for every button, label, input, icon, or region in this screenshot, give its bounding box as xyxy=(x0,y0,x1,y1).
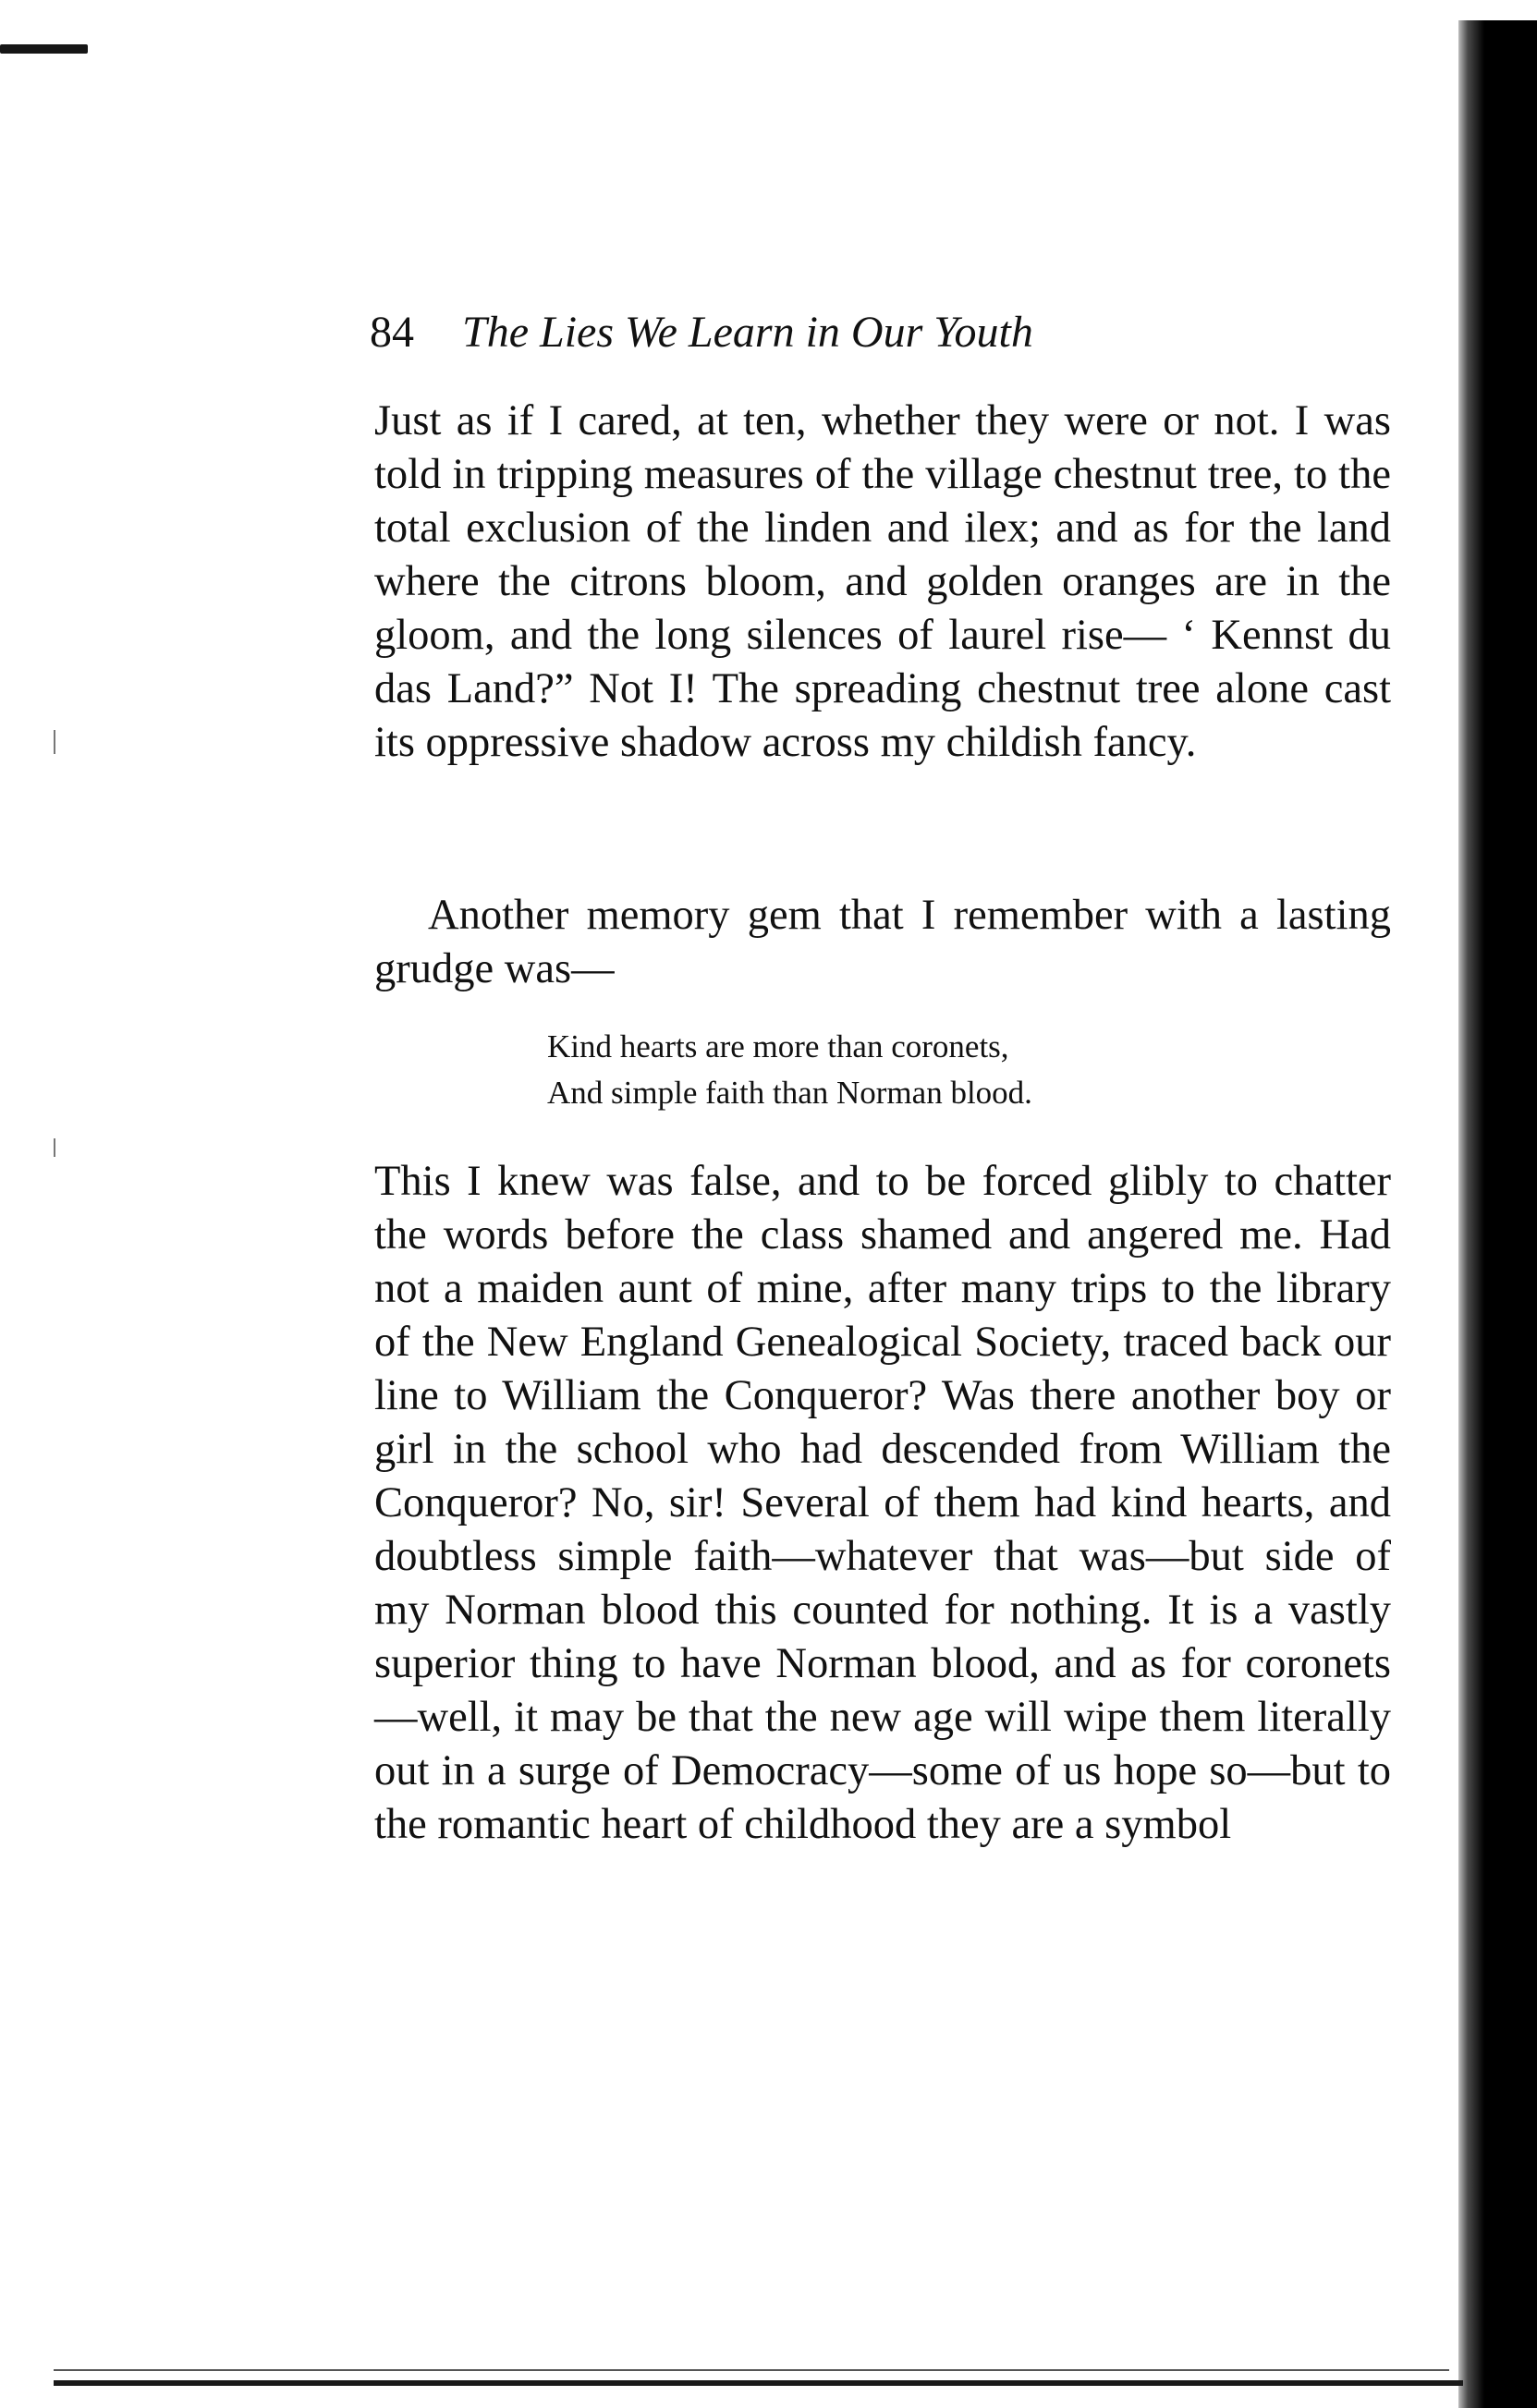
running-title: The Lies We Learn in Our Youth xyxy=(462,308,1033,357)
paragraph: Another memory gem that I remember with a lasting grudge was— xyxy=(374,892,1391,992)
verse-line: Kind hearts are more than coronets, xyxy=(547,1028,1009,1064)
paragraph: Just as if I cared, at ten, whether they were or not. I was told in tripping measures of the village chestnut tree, to the total exclusion of the linden and ilex; and as for the land where the citrons bloom, and golden oranges are in the gloom, and the long silences of laurel rise— ‘ Kennst du das Land?” Not I! The spreading chestnut tree alone cast its oppressive shadow across my childish fancy. xyxy=(374,397,1391,766)
verse-quote xyxy=(547,1024,1287,1116)
scan-tick xyxy=(54,1138,55,1157)
bottom-rule xyxy=(54,2369,1449,2371)
bottom-rule xyxy=(54,2380,1463,2386)
paragraph: This I knew was false, and to be forced glibly to chatter the words before the class shamed and angered me. Had not a maiden aunt of mine, after many trips to the library of the New England Genealogical Society, traced back our line to William the Conqueror? Was there another boy or girl in the school who had descended from William the Conqueror? No, sir! Several of them had kind hearts, and doubtless simple faith—whatever that was—but side of my Norman blood this counted for nothing. It is a vastly superior thing to have Norman blood, and as for coronets—well, it may be that the new age will wipe them literally out in a surge of Democracy—some of us hope so—but to the romantic heart of childhood they are a symbol xyxy=(374,1158,1391,1848)
page-number: 84 xyxy=(370,308,414,357)
page-edge-shadow xyxy=(1458,20,1537,2408)
scan-tick xyxy=(54,730,55,754)
verse-line: And simple faith than Norman blood. xyxy=(547,1075,1032,1111)
scan-mark xyxy=(0,44,88,54)
running-header xyxy=(370,300,1433,365)
